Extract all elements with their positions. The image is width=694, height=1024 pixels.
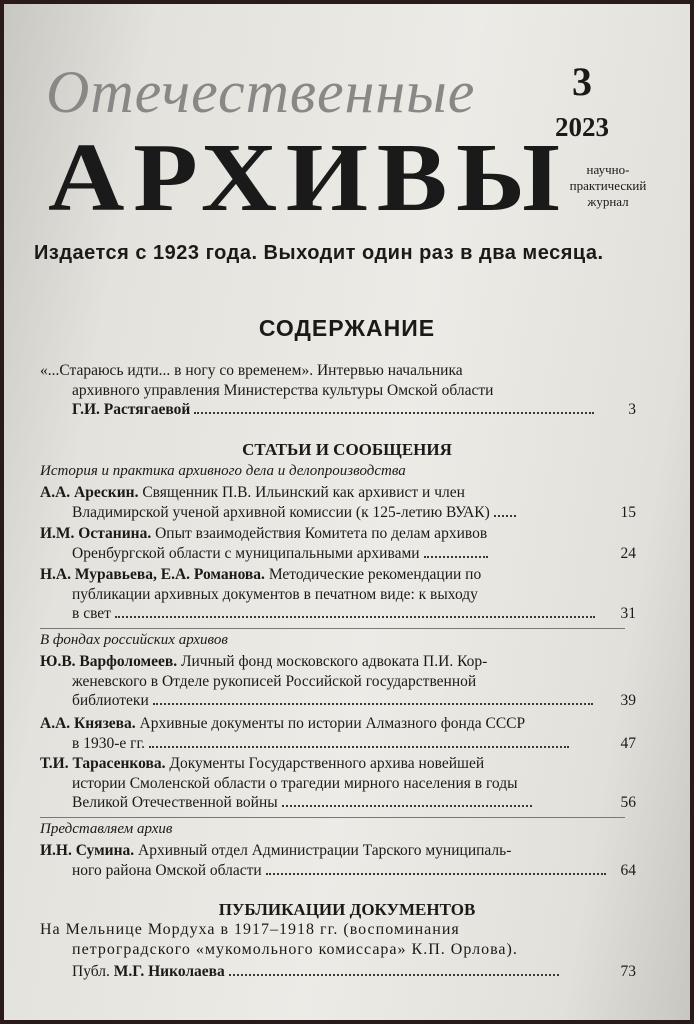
page-number: 64 <box>620 861 636 879</box>
toc-entry <box>40 565 636 624</box>
entry-line: «...Стараюсь идти... в ногу со временем». Интервью начальника <box>40 362 463 379</box>
journal-page <box>4 4 690 1020</box>
toc-entry <box>40 483 636 522</box>
leader-dots <box>266 873 606 875</box>
entry-line: Великой Отечественной войны <box>72 794 278 811</box>
leader-dots <box>424 556 488 558</box>
entry-line: петроградского «мукомольного комиссара» К.П. Орлова). <box>72 941 518 958</box>
leader-dots <box>282 805 532 807</box>
leader-dots <box>194 412 594 414</box>
entry-last-line <box>40 503 636 523</box>
leader-dots <box>229 974 559 976</box>
toc-entry <box>40 754 636 813</box>
entry-line: Методические рекомендации по <box>268 566 482 583</box>
section-divider <box>40 817 625 818</box>
page-number: 56 <box>620 794 636 811</box>
toc-entry <box>40 841 636 880</box>
issue-number: 3 <box>572 59 592 104</box>
toc-entry-intro <box>40 361 636 420</box>
entry-line: в свет <box>72 605 111 622</box>
entry-line: Документы Государственного архива новейшей <box>169 755 485 772</box>
entry-author: А.А. Князева. <box>40 715 136 732</box>
entry-line: Священник П.В. Ильинский как архивист и член <box>142 484 465 501</box>
entry-line: На Мельнице Мордуха в 1917–1918 гг. (воспоминания <box>40 921 460 938</box>
entry-author: Ю.В. Варфоломеев. <box>40 653 178 670</box>
toc-entry <box>40 962 636 982</box>
page-number: 3 <box>628 401 636 418</box>
leader-dots <box>153 703 593 705</box>
subsection-heading: История и практика архивного дела и делопроизводства <box>40 463 406 479</box>
masthead-title-line1: Отечественные <box>46 59 476 125</box>
entry-line: женевского в Отделе рукописей Российской государственной <box>72 672 477 690</box>
entry-line: архивного управления Министерства культуры Омской области <box>72 381 494 399</box>
entry-last-line <box>40 604 636 624</box>
entry-line: ного района Омской области <box>72 861 262 879</box>
journal-type: научно-практический журнал <box>569 162 647 209</box>
page-number: 24 <box>620 544 636 562</box>
entry-author: А.А. Арескин. <box>40 484 139 501</box>
page-number: 47 <box>620 734 636 752</box>
section-divider <box>40 628 625 629</box>
page-number: 39 <box>620 692 636 709</box>
entry-author: М.Г. Николаева <box>113 963 225 980</box>
page-number: 15 <box>620 503 636 521</box>
entry-last-line <box>40 400 636 420</box>
leader-dots <box>115 616 595 618</box>
toc-title: СОДЕРЖАНИЕ <box>258 315 436 341</box>
entry-last-line <box>40 793 636 813</box>
leader-dots <box>494 515 516 517</box>
page-number: 73 <box>620 963 636 980</box>
entry-last-line <box>40 544 636 564</box>
toc-entry <box>40 652 636 711</box>
entry-author: И.Н. Сумина. <box>40 842 135 859</box>
toc-entry <box>40 524 636 563</box>
entry-last-line <box>40 691 636 711</box>
section-heading-articles: СТАТЬИ И СООБЩЕНИЯ <box>242 440 452 459</box>
entry-line: в 1930-е гг. <box>72 734 145 752</box>
entry-last-line <box>40 962 636 982</box>
subsection-heading: В фондах российских архивов <box>40 632 228 648</box>
entry-line: Оренбургской области с муниципальными архивами <box>72 544 420 562</box>
leader-dots <box>149 746 569 748</box>
entry-author: И.М. Останина. <box>40 525 152 542</box>
entry-author: Г.И. Растягаевой <box>72 401 191 418</box>
entry-author: Т.И. Тарасенкова. <box>40 755 166 772</box>
tagline: Издается с 1923 года. Выходит один раз в два месяца. <box>34 242 604 264</box>
entry-prefix: Публ. <box>72 963 110 980</box>
entry-line: Личный фонд московского адвоката П.И. Кор- <box>180 653 488 670</box>
entry-line: публикации архивных документов в печатном виде: к выходу <box>72 585 478 603</box>
entry-line: библиотеки <box>72 692 149 709</box>
entry-line: истории Смоленской области о трагедии мирного населения в годы <box>72 774 518 792</box>
section-heading-publications: ПУБЛИКАЦИИ ДОКУМЕНТОВ <box>218 900 476 919</box>
page-number: 31 <box>620 605 636 622</box>
entry-line: Архивный отдел Администрации Тарского муниципаль- <box>138 842 512 859</box>
entry-line: Владимирской ученой архивной комиссии (к 125-летию ВУАК) <box>72 503 490 521</box>
toc-entry <box>40 714 636 753</box>
subsection-heading: Представляем архив <box>40 821 173 837</box>
entry-last-line <box>40 861 636 881</box>
issue-year: 2023 <box>555 112 609 142</box>
entry-line: Опыт взаимодействия Комитета по делам архивов <box>155 525 488 542</box>
entry-last-line <box>40 734 636 754</box>
entry-author: Н.А. Муравьева, Е.А. Романова. <box>40 566 265 583</box>
entry-line: Архивные документы по истории Алмазного фонда СССР <box>139 715 526 732</box>
masthead-title-line2: АРХИВЫ <box>48 124 569 232</box>
